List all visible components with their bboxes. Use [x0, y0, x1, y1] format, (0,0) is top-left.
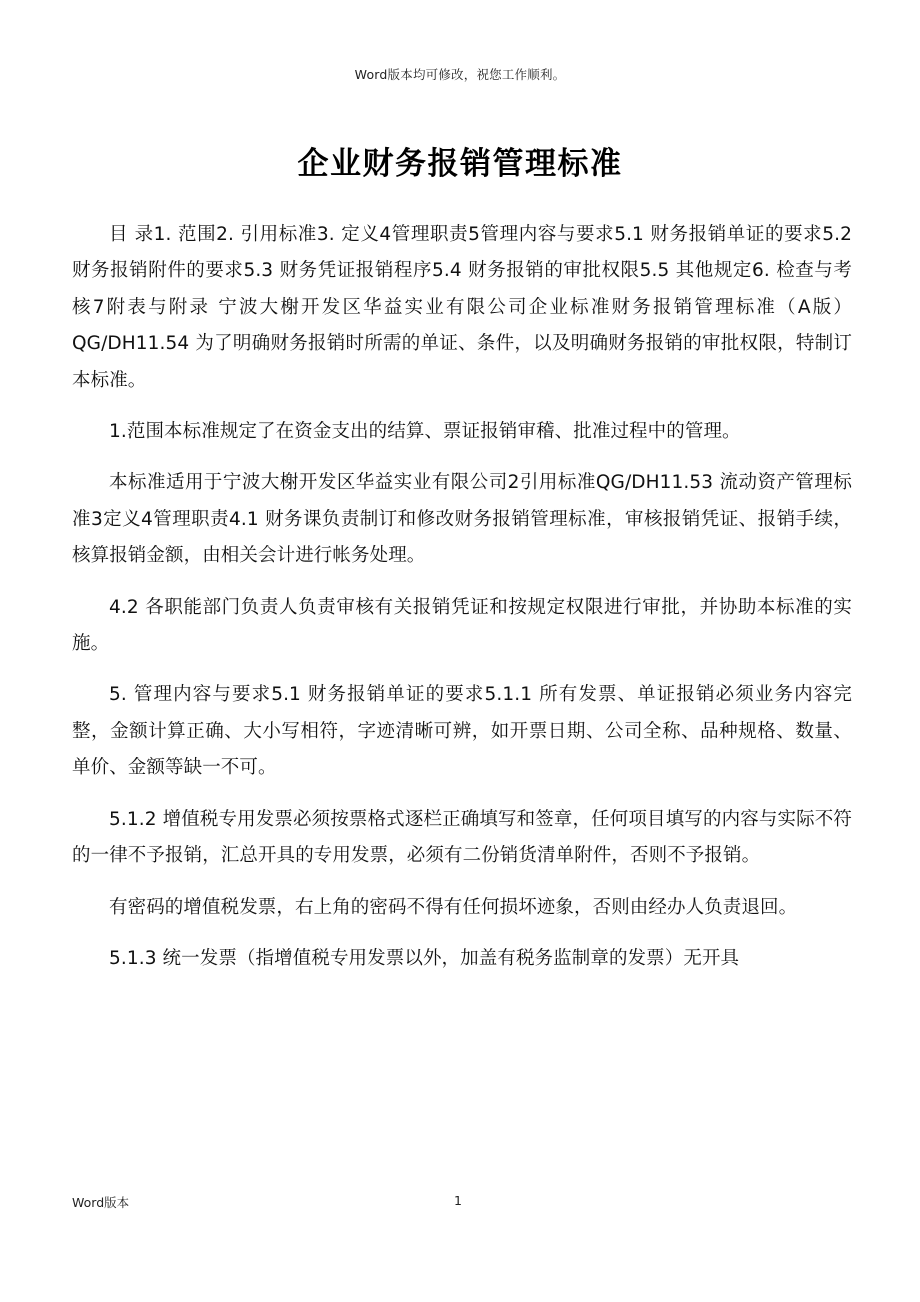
paragraph-4-2: 4.2 各职能部门负责人负责审核有关报销凭证和按规定权限进行审批，并协助本标准的实施。: [72, 596, 852, 655]
paragraph-applicability: 本标准适用于宁波大榭开发区华益实业有限公司2引用标准QG/DH11.53 流动资产管理标准3定义4管理职责4.1 财务课负责制订和修改财务报销管理标准，审核报销凭证、报销手续，核算报销金额，由相关会计进行帐务处理。: [72, 472, 852, 567]
header-note: Word版本均可修改，祝您工作顺利。: [354, 67, 566, 82]
document-body: [72, 217, 852, 992]
document-title: 企业财务报销管理标准: [297, 146, 623, 182]
paragraph-scope: 1.范围本标准规定了在资金支出的结算、票证报销审稽、批准过程中的管理。: [109, 421, 741, 443]
paragraph-5-1-3: 5.1.3 统一发票（指增值税专用发票以外，加盖有税务监制章的发票）无开具: [109, 947, 740, 969]
paragraph-5-1-2: 5.1.2 增值税专用发票必须按票格式逐栏正确填写和签章，任何项目填写的内容与实际不符的一律不予报销，汇总开具的专用发票，必须有二份销货清单附件，否则不予报销。: [72, 808, 852, 867]
page-number: 1: [454, 1193, 462, 1208]
paragraph-5-1-1: 5. 管理内容与要求5.1 财务报销单证的要求5.1.1 所有发票、单证报销必须业务内容完整，金额计算正确、大小写相符，字迹清晰可辨，如开票日期、公司全称、品种规格、数量、单价、金额等缺一不可。: [72, 684, 852, 779]
paragraph-password-invoice: 有密码的增值税发票，右上角的密码不得有任何损坏迹象，否则由经办人负责退回。: [109, 896, 798, 918]
paragraph-toc: 目 录1. 范围2. 引用标准3. 定义4管理职责5管理内容与要求5.1 财务报销单证的要求5.2 财务报销附件的要求5.3 财务凭证报销程序5.4 财务报销的审批权限5.5 其他规定6. 检查与考核7附表与附录 宁波大榭开发区华益实业有限公司企业标准财务报销管理标准（A版） QG/DH11.54 为了明确财务报销时所需的单证、条件，以及明确财务报销的审批权限，特制订本标准。: [72, 224, 852, 391]
footer-label: Word版本: [72, 1195, 130, 1210]
